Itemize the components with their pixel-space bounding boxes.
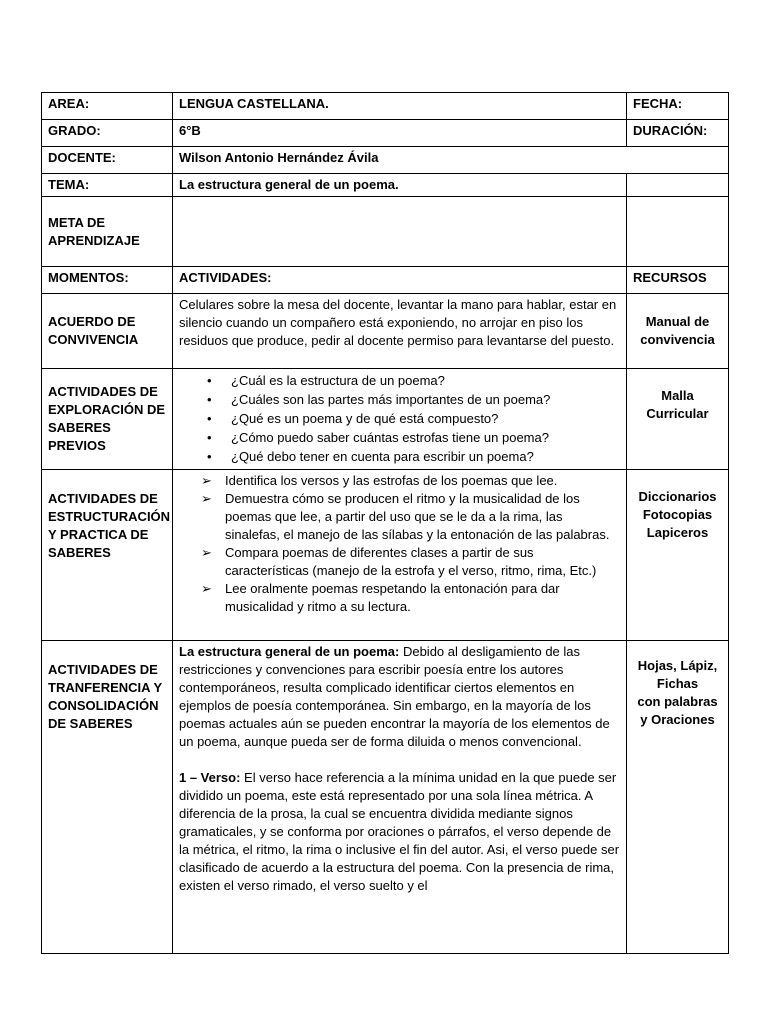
area-label: AREA:: [42, 93, 173, 120]
resource-line: Fotocopias: [642, 507, 713, 522]
paragraph-heading: La estructura general de un poema:: [179, 644, 400, 659]
exploracion-question-list: [179, 371, 620, 466]
acuerdo-moment: ACUERDO DE CONVIVENCIA: [42, 294, 173, 369]
lesson-plan-table: [41, 92, 729, 954]
list-item: • ¿Cómo puedo saber cuántas estrofas tiene un poema?: [231, 428, 620, 447]
recursos-header: RECURSOS: [627, 267, 729, 294]
list-item: ➢ Demuestra cómo se producen el ritmo y la musicalidad de los poemas que lee, a partir del uso que se le da a la rima, las sinalefas, el manejo de las sílabas y la entonación de las palabras.: [225, 490, 620, 544]
exploracion-activities: [173, 369, 627, 470]
paragraph-verso: [179, 769, 620, 895]
resource-line: con palabras: [637, 694, 718, 709]
row-tema: [42, 174, 729, 197]
row-acuerdo: [42, 294, 729, 369]
paragraph-body: El verso hace referencia a la mínima unidad en la que puede ser dividido un poema, este está representado por una sola línea métrica. A diferencia de la prosa, la cual se encuentra dividida mediante signos gramaticales, y se conforma por oraciones o párrafos, el verso depende de la métrica, el ritmo, la rima o inclusive el fin del autor. Asi, el verso puede ser clasificado de acuerdo a la estructura del poema. Con la presencia de rima, existen el verso rimado, el verso suelto y el: [179, 770, 620, 893]
estructuracion-moment: ACTIVIDADES DE ESTRUCTURACIÓN Y PRACTICA DE SABERES: [42, 470, 173, 641]
estructuracion-activities: [173, 470, 627, 641]
paragraph-estructura: [179, 643, 620, 751]
row-column-headers: [42, 267, 729, 294]
paragraph-body: Debido al desligamiento de las restricciones y convenciones para escribir poesía entre los autores contemporáneos, resulta complicado identificar ciertos elementos en ejemplos de poesía contemporánea. Sin embargo, en la mayoría de los poemas actuales aún se pueden encontrar la mayoría de los elementos de un poema, aunque pueda ser de forma diluida o menos convencional.: [179, 644, 610, 749]
meta-label: META DE APRENDIZAJE: [42, 197, 173, 267]
list-item: • ¿Qué es un poema y de qué está compuesto?: [231, 409, 620, 428]
duracion-label: DURACIÓN:: [627, 120, 729, 147]
momentos-header: MOMENTOS:: [42, 267, 173, 294]
resource-line: Lapiceros: [646, 525, 709, 540]
meta-value-cell: [173, 197, 627, 267]
transferencia-resource: [627, 641, 729, 954]
resource-line: Diccionarios: [638, 489, 717, 504]
row-meta: [42, 197, 729, 267]
list-item: ➢ Lee oralmente poemas respetando la entonación para dar musicalidad y ritmo a su lectura.: [225, 580, 620, 616]
exploracion-moment: ACTIVIDADES DE EXPLORACIÓN DE SABERES PREVIOS: [42, 369, 173, 470]
grado-label: GRADO:: [42, 120, 173, 147]
transferencia-activities: [173, 641, 627, 954]
exploracion-resource: [627, 369, 729, 470]
row-grado: [42, 120, 729, 147]
estructuracion-activity-list: [179, 472, 620, 616]
tema-label: TEMA:: [42, 174, 173, 197]
docente-value: Wilson Antonio Hernández Ávila: [173, 147, 729, 174]
acuerdo-text: Celulares sobre la mesa del docente, levantar la mano para hablar, estar en silencio cuando un compañero está exponiendo, no arrojar en piso los residuos que produce, pedir al docente permiso para levantarse del puesto.: [173, 294, 627, 369]
row-estructuracion: [42, 470, 729, 641]
row-exploracion: [42, 369, 729, 470]
transferencia-moment: ACTIVIDADES DE TRANFERENCIA Y CONSOLIDACIÓN DE SABERES: [42, 641, 173, 954]
resource-line: Hojas, Lápiz,: [637, 658, 718, 673]
estructuracion-resource: [627, 470, 729, 641]
area-value: LENGUA CASTELLANA.: [173, 93, 627, 120]
grado-value: 6°B: [173, 120, 627, 147]
lesson-plan-document: [41, 92, 728, 930]
resource-line: y Oraciones: [640, 712, 715, 727]
list-item: ➢ Identifica los versos y las estrofas de los poemas que lee.: [225, 472, 620, 490]
row-area: [42, 93, 729, 120]
list-item: ➢ Compara poemas de diferentes clases a partir de sus características (manejo de la estrofa y el verso, ritmo, rima, Etc.): [225, 544, 620, 580]
list-item: • ¿Cuáles son las partes más importantes de un poema?: [231, 390, 620, 409]
resource-line: Malla: [661, 388, 694, 403]
tema-value: La estructura general de un poema.: [173, 174, 627, 197]
tema-empty-cell: [627, 174, 729, 197]
docente-label: DOCENTE:: [42, 147, 173, 174]
resource-line: Curricular: [646, 406, 709, 421]
row-transferencia: [42, 641, 729, 954]
paragraph-heading: 1 – Verso:: [179, 770, 241, 785]
acuerdo-resource: Manual de convivencia: [627, 294, 729, 369]
list-item: • ¿Cuál es la estructura de un poema?: [231, 371, 620, 390]
row-docente: [42, 147, 729, 174]
actividades-header: ACTIVIDADES:: [173, 267, 627, 294]
meta-empty-cell: [627, 197, 729, 267]
list-item: • ¿Qué debo tener en cuenta para escribir un poema?: [231, 447, 620, 466]
resource-line: Fichas: [656, 676, 699, 691]
fecha-label: FECHA:: [627, 93, 729, 120]
